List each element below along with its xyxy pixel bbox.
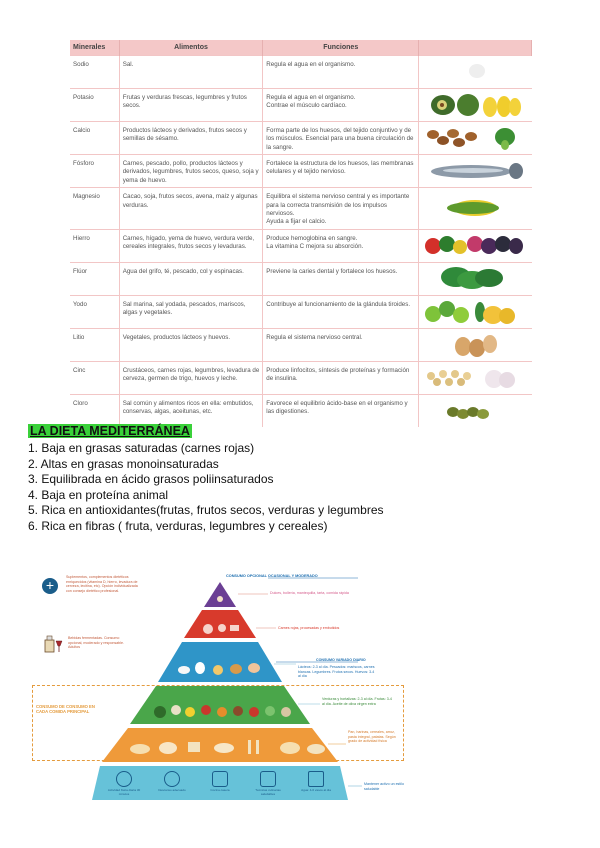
alimentos-cell: Sal. bbox=[119, 56, 263, 89]
red-meat-note: Carnes rojas, procesadas y embutidos bbox=[278, 626, 340, 630]
vegetables-berries-image bbox=[423, 232, 527, 260]
pyramid-level-red-meat bbox=[184, 610, 256, 638]
pyramid-level-proteins bbox=[158, 642, 282, 682]
table-row bbox=[70, 229, 532, 262]
mineral-cell: Cloro bbox=[70, 394, 119, 427]
header-minerales: Minerales bbox=[70, 40, 119, 56]
base-consumption-label: CONSUMO DE CONSUMO EN CADA COMIDA PRINCIPAL bbox=[36, 704, 95, 715]
table-body bbox=[70, 56, 532, 427]
food-shape bbox=[501, 140, 509, 150]
alimentos-cell: Frutas y verduras frescas, legumbres y frutos secos. bbox=[119, 89, 263, 122]
funciones-cell: Produce linfocitos, síntesis de proteínas y formación de insulina. bbox=[263, 361, 419, 394]
food-shape bbox=[509, 238, 523, 254]
eggs-image bbox=[423, 331, 527, 359]
avocado-banana-image bbox=[423, 91, 527, 119]
food-shape bbox=[483, 335, 497, 353]
funciones-cell: Produce hemoglobina en sangre. La vitamina C mejora su absorción. bbox=[263, 229, 419, 262]
fish-image bbox=[423, 157, 527, 185]
alimentos-cell: Sal común y alimentos ricos en ella: embutidos, conservas, algas, aceitunas, etc. bbox=[119, 394, 263, 427]
optional-consumption-label: CONSUMO OPCIONAL OCASIONAL Y MODERADO bbox=[226, 574, 318, 578]
supplements-note: Suplementos, complementos dietéticos enriquecidos (vitamina D, hierro, levadura de cerveza, lecitina, etc). Opción individualizada con consejo dietético profesional. bbox=[66, 575, 138, 594]
table-row bbox=[70, 188, 532, 229]
food-shape bbox=[433, 378, 441, 386]
funciones-cell: Equilibra el sistema nervioso central y es importante para la correcta transmisión de los impulsos nerviosos. Ayuda a fijar el calcio. bbox=[263, 188, 419, 229]
alimentos-cell: Vegetales, productos lácteos y huevos. bbox=[119, 328, 263, 361]
food-shape bbox=[465, 132, 477, 141]
base-caption: Actividad física diaria 30 minutos bbox=[107, 788, 141, 796]
food-shape bbox=[477, 409, 489, 419]
alimentos-cell: Cacao, soja, frutos secos, avena, maíz y algunas verduras. bbox=[119, 188, 263, 229]
food-image-cell bbox=[419, 229, 532, 262]
table-row bbox=[70, 262, 532, 295]
funciones-cell: Favorece el equilibrio ácido-base en el organismo y las digestiones. bbox=[263, 394, 419, 427]
funciones-cell: Regula el sistema nervioso central. bbox=[263, 328, 419, 361]
table-row bbox=[70, 155, 532, 188]
mineral-cell: Fósforo bbox=[70, 155, 119, 188]
corn-image bbox=[423, 194, 527, 222]
diet-list bbox=[28, 441, 384, 535]
pyramid-level-sweets bbox=[204, 582, 236, 607]
alimentos-cell: Productos lácteos y derivados, frutos secos y semillas de sésamo. bbox=[119, 122, 263, 155]
table-row bbox=[70, 394, 532, 427]
food-shape bbox=[509, 98, 521, 116]
funciones-cell: Previene la caries dental y fortalece los huesos. bbox=[263, 262, 419, 295]
funciones-cell: Fortalece la estructura de los huesos, las membranas celulares y el tejido nervioso. bbox=[263, 155, 419, 188]
diet-item: 1. Baja en grasas saturadas (carnes rojas) bbox=[28, 441, 255, 455]
food-shape bbox=[453, 138, 465, 147]
base-caption: Técnicas culinarias saludables bbox=[255, 788, 281, 796]
food-image-cell bbox=[419, 295, 532, 328]
mineral-cell: Litio bbox=[70, 328, 119, 361]
daily-consumption-label: CONSUMO VARIADO DIARIO bbox=[316, 658, 366, 662]
table-row bbox=[70, 89, 532, 122]
food-shape bbox=[447, 129, 459, 138]
food-shape bbox=[475, 269, 503, 287]
mineral-cell: Yodo bbox=[70, 295, 119, 328]
sweets-note: Dulces, bollería, mantequilla, tarta, comida rápida bbox=[270, 591, 349, 595]
diet-title: LA DIETA MEDITERRÁNEA bbox=[30, 424, 190, 438]
food-shape bbox=[439, 370, 447, 378]
food-shape bbox=[453, 240, 467, 254]
table-row bbox=[70, 361, 532, 394]
food-shape bbox=[483, 97, 497, 117]
mineral-cell: Calcio bbox=[70, 122, 119, 155]
plus-icon: + bbox=[42, 578, 58, 594]
header-image bbox=[419, 40, 532, 56]
salt-image bbox=[423, 58, 527, 86]
table-header-row bbox=[70, 40, 532, 56]
food-shape bbox=[451, 370, 459, 378]
alimentos-cell: Crustáceos, carnes rojas, legumbres, levadura de cerveza, germen de trigo, huevos y leche. bbox=[119, 361, 263, 394]
funciones-cell: Contribuye al funcionamiento de la glándula tiroides. bbox=[263, 295, 419, 328]
base-caption: Cocina casera bbox=[210, 788, 230, 792]
proteins-note: Lácteos: 2-3 al día. Pescados: mariscos, carnes blancas. Legumbres. Frutos secos. Huevos: 3-4 al día bbox=[298, 665, 375, 679]
chickpeas-garlic-image bbox=[423, 364, 527, 392]
diet-item: 2. Altas en grasas monoinsaturadas bbox=[28, 456, 219, 471]
food-image-cell bbox=[419, 56, 532, 89]
food-shape bbox=[457, 94, 479, 116]
rest-icon bbox=[164, 771, 180, 787]
alimentos-cell: Carnes, pescado, pollo, productos lácteos y derivados, legumbres, frutos secos, queso, soja y yema de huevo. bbox=[119, 155, 263, 188]
base-caption: Descanso adecuado bbox=[158, 788, 186, 792]
table-row bbox=[70, 122, 532, 155]
food-image-cell bbox=[419, 188, 532, 229]
cereals-note: Pan, harinas, cereales, arroz, pasta integral, patatas. Según grado de actividad física bbox=[348, 730, 396, 744]
diet-item: 5. Rica en antioxidantes(frutas, frutos secos, verduras y legumbres bbox=[28, 503, 384, 518]
diet-item: 6. Rica en fibras ( fruta, verduras, legumbres y cereales) bbox=[28, 518, 328, 533]
food-image-cell bbox=[419, 394, 532, 427]
food-shape bbox=[499, 372, 515, 388]
alimentos-cell: Carnes, hígado, yema de huevo, verdura verde, cereales integrales, frutos secos y levaduras. bbox=[119, 229, 263, 262]
food-image-cell bbox=[419, 262, 532, 295]
food-image-cell bbox=[419, 361, 532, 394]
water-note: Mantener activo un estilo saludable bbox=[364, 782, 404, 791]
food-image-cell bbox=[419, 89, 532, 122]
table-row bbox=[70, 328, 532, 361]
clock-icon bbox=[116, 771, 132, 787]
food-shape bbox=[499, 308, 515, 324]
mineral-cell: Magnesio bbox=[70, 188, 119, 229]
mineral-cell: Potasio bbox=[70, 89, 119, 122]
diet-item: 4. Baja en proteína animal bbox=[28, 487, 169, 502]
spinach-image bbox=[423, 265, 527, 293]
mediterranean-pyramid bbox=[28, 572, 410, 808]
funciones-cell: Regula el agua en el organismo. bbox=[263, 56, 419, 89]
olives-image bbox=[423, 397, 527, 425]
almonds-broccoli-image bbox=[423, 124, 527, 152]
drinks-note: Bebidas fermentadas. Consumo opcional, moderado y responsable. Adultos bbox=[68, 636, 124, 650]
minerals-table bbox=[70, 40, 532, 427]
header-alimentos: Alimentos bbox=[119, 40, 263, 56]
funciones-cell: Regula el agua en el organismo. Contrae el músculo cardíaco. bbox=[263, 89, 419, 122]
fruits-note: Verduras y hortalizas: 2-3 al día. Frutas: 3-4 al día. Aceite de oliva virgen extra bbox=[322, 697, 392, 706]
food-shape bbox=[445, 378, 453, 386]
food-image-cell bbox=[419, 122, 532, 155]
food-shape bbox=[509, 163, 523, 179]
water-glass-icon bbox=[308, 771, 324, 787]
diet-item: 3. Equilibrada en ácido grasos poliinsaturados bbox=[28, 472, 274, 487]
food-shape bbox=[463, 372, 471, 380]
mineral-cell: Sodio bbox=[70, 56, 119, 89]
food-image-cell bbox=[419, 155, 532, 188]
mineral-cell: Cinc bbox=[70, 361, 119, 394]
header-funciones: Funciones bbox=[263, 40, 419, 56]
funciones-cell: Forma parte de los huesos, del tejido conjuntivo y de los músculos. Esencial para una buena circulación de la sangre. bbox=[263, 122, 419, 155]
pyramid-level-fruits-vegetables bbox=[130, 686, 310, 724]
limes-pineapple-image bbox=[423, 298, 527, 326]
pan-icon bbox=[260, 771, 276, 787]
food-image-cell bbox=[419, 328, 532, 361]
table-row bbox=[70, 56, 532, 89]
mineral-cell: Hierro bbox=[70, 229, 119, 262]
cooking-pot-icon bbox=[212, 771, 228, 787]
food-shape bbox=[437, 136, 449, 145]
mineral-cell: Flúor bbox=[70, 262, 119, 295]
food-shape bbox=[453, 307, 469, 323]
alimentos-cell: Agua del grifo, té, pescado, col y espinacas. bbox=[119, 262, 263, 295]
food-shape bbox=[469, 64, 485, 78]
base-caption: Agua: 4-6 vasos al día bbox=[301, 788, 331, 792]
alimentos-cell: Sal marina, sal yodada, pescados, mariscos, algas y vegetales. bbox=[119, 295, 263, 328]
table-row bbox=[70, 295, 532, 328]
